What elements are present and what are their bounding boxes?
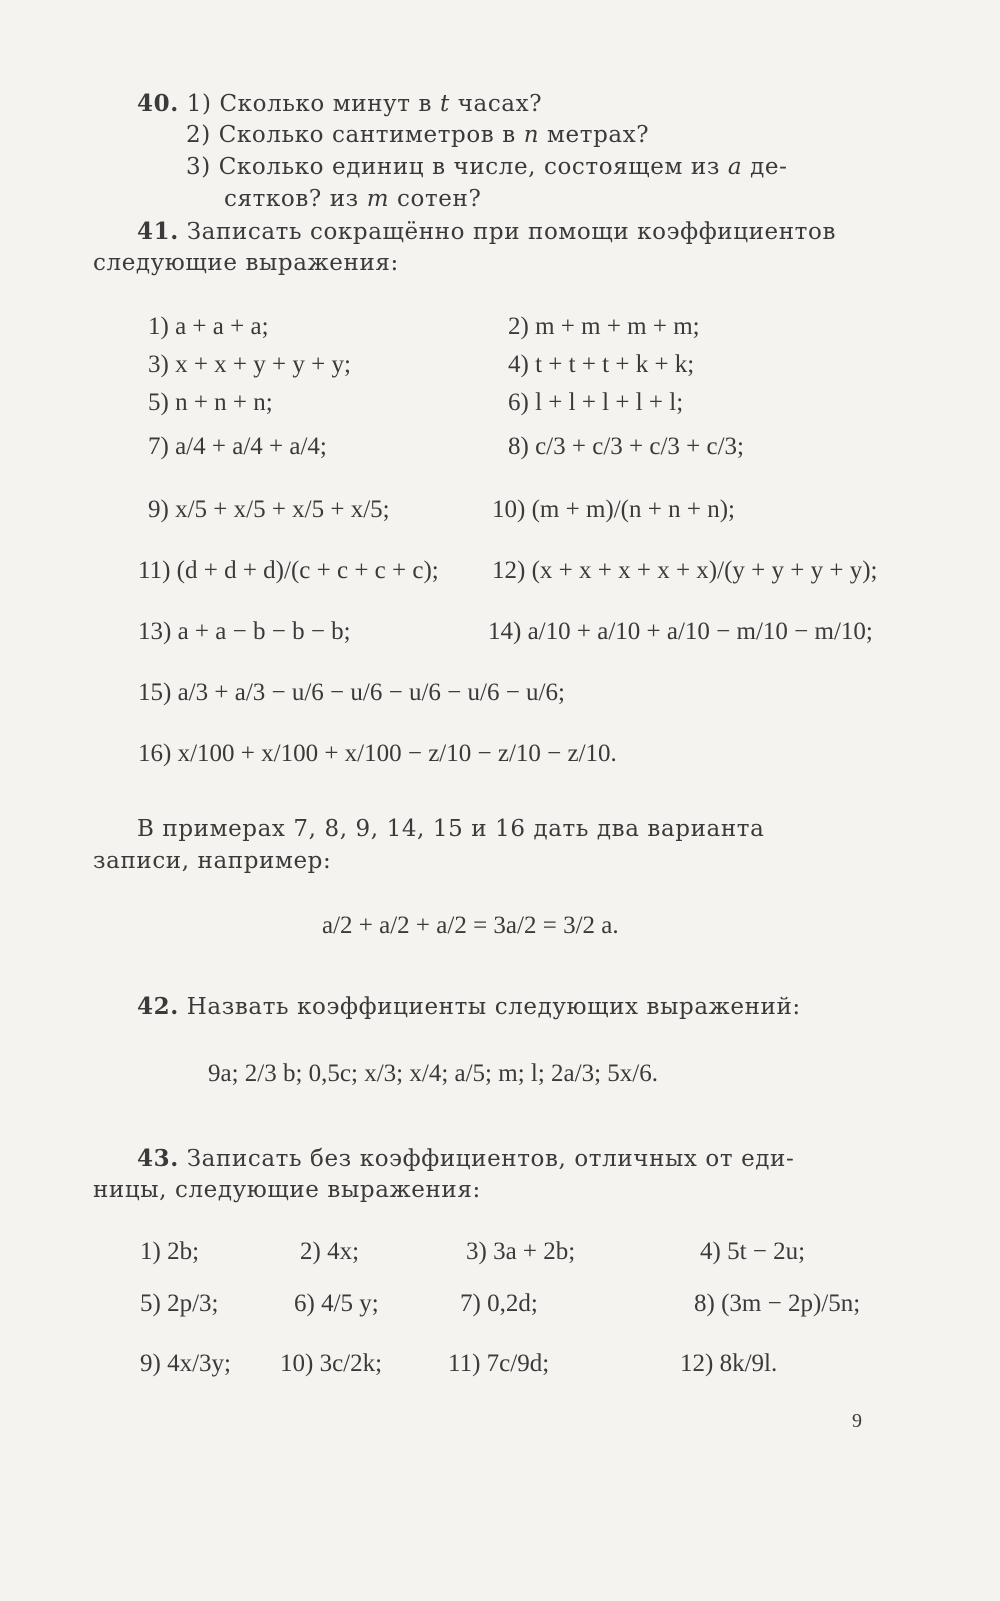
ex43-item-7 bbox=[460, 1290, 538, 1318]
ex41-item-7 bbox=[148, 433, 327, 461]
ex41-text1: Записать сокращённо при помощи коэффициентов bbox=[186, 219, 837, 245]
ex41-item-14-label: 14) bbox=[488, 618, 522, 645]
ex41-item-9-label: 9) bbox=[148, 496, 169, 523]
ex43-item-12-label: 12) bbox=[680, 1350, 714, 1377]
ex41-item-3-expr: x + x + y + y + y; bbox=[175, 351, 351, 378]
ex41-item-3-label: 3) bbox=[148, 351, 169, 378]
ex43-item-1-label: 1) bbox=[140, 1238, 161, 1265]
ex41-item-13 bbox=[138, 618, 351, 646]
ex41-item-1 bbox=[148, 313, 269, 341]
ex43-item-7-expr: 0,2d; bbox=[487, 1290, 538, 1317]
ex40-2-tail: метрах? bbox=[539, 122, 650, 148]
ex41-item-10-expr: (m + m)/(n + n + n); bbox=[531, 496, 735, 523]
ex40-4-tail: сотен? bbox=[389, 186, 482, 212]
ex41-item-15-label: 15) bbox=[138, 679, 172, 706]
ex43-item-7-label: 7) bbox=[460, 1290, 481, 1317]
ex41-example: a/2 + a/2 + a/2 = 3a/2 = 3/2 a. bbox=[322, 912, 619, 939]
ex43-item-8-label: 8) bbox=[694, 1290, 715, 1317]
ex43-item-3-label: 3) bbox=[466, 1238, 487, 1265]
ex41-item-2 bbox=[508, 313, 700, 341]
ex41-item-1-expr: a + a + a; bbox=[175, 313, 269, 340]
ex43-item-11-expr: 7c/9d; bbox=[486, 1350, 550, 1377]
ex41-item-10-label: 10) bbox=[492, 496, 526, 523]
ex43-item-6-label: 6) bbox=[294, 1290, 315, 1317]
ex41-item-14 bbox=[488, 618, 873, 646]
ex41-item-13-expr: a + a − b − b − b; bbox=[177, 618, 351, 645]
ex43-item-4-label: 4) bbox=[700, 1238, 721, 1265]
ex43-item-2-expr: 4x; bbox=[327, 1238, 360, 1265]
ex43-item-9-label: 9) bbox=[140, 1350, 161, 1377]
ex43-item-9-expr: 4x/3y; bbox=[167, 1350, 231, 1377]
ex43-text1: Записать без коэффициентов, отличных от еди- bbox=[186, 1146, 795, 1172]
ex41-item-7-expr: a/4 + a/4 + a/4; bbox=[175, 433, 327, 460]
ex41-item-2-expr: m + m + m + m; bbox=[535, 313, 700, 340]
ex43-item-5-label: 5) bbox=[140, 1290, 161, 1317]
ex40-line1 bbox=[137, 90, 542, 117]
ex43-item-4 bbox=[700, 1238, 805, 1266]
ex43-line2: ницы, следующие выражения: bbox=[93, 1177, 481, 1203]
ex40-3-text: Сколько единиц в числе, состоящем из bbox=[218, 154, 728, 180]
ex41-item-11-expr: (d + d + d)/(c + c + c + c); bbox=[176, 557, 439, 584]
ex40-line4 bbox=[224, 186, 481, 212]
ex43-item-8-expr: (3m − 2p)/5n; bbox=[721, 1290, 861, 1317]
ex41-item-5-expr: n + n + n; bbox=[175, 389, 273, 416]
ex41-item-12-expr: (x + x + x + x + x)/(y + y + y + y); bbox=[531, 557, 878, 584]
ex41-item-16-expr: x/100 + x/100 + x/100 − z/10 − z/10 − z/10. bbox=[177, 740, 617, 767]
ex43-item-10 bbox=[280, 1350, 382, 1378]
ex41-item-11-label: 11) bbox=[138, 557, 171, 584]
ex43-item-10-expr: 3c/2k; bbox=[319, 1350, 383, 1377]
ex41-item-8-expr: c/3 + c/3 + c/3 + c/3; bbox=[535, 433, 744, 460]
ex40-1-label: 1) bbox=[186, 91, 212, 117]
ex41-item-2-label: 2) bbox=[508, 313, 529, 340]
ex41-number: 41. bbox=[137, 218, 179, 245]
ex43-item-4-expr: 5t − 2u; bbox=[727, 1238, 806, 1265]
ex43-item-2 bbox=[300, 1238, 359, 1266]
ex41-item-14-expr: a/10 + a/10 + a/10 − m/10 − m/10; bbox=[527, 618, 873, 645]
ex41-item-4-expr: t + t + t + k + k; bbox=[535, 351, 695, 378]
ex41-line1 bbox=[137, 218, 836, 245]
ex41-item-5-label: 5) bbox=[148, 389, 169, 416]
ex41-item-9 bbox=[148, 496, 390, 524]
page-number: 9 bbox=[852, 1410, 862, 1432]
ex41-item-1-label: 1) bbox=[148, 313, 169, 340]
ex40-line2 bbox=[186, 122, 649, 148]
ex40-1-text: Сколько минут в bbox=[219, 91, 440, 117]
ex41-item-8 bbox=[508, 433, 744, 461]
ex41-item-12 bbox=[492, 557, 877, 585]
ex40-4-text: сятков? из bbox=[224, 186, 367, 212]
ex40-3-tail: де- bbox=[742, 154, 788, 180]
ex41-item-9-expr: x/5 + x/5 + x/5 + x/5; bbox=[175, 496, 390, 523]
ex41-item-16 bbox=[138, 740, 617, 768]
ex41-item-11 bbox=[138, 557, 439, 585]
ex43-item-9 bbox=[140, 1350, 231, 1378]
ex40-1-tail: часах? bbox=[449, 91, 543, 117]
ex40-3-label: 3) bbox=[186, 154, 211, 180]
ex40-2-label: 2) bbox=[186, 122, 211, 148]
ex41-note-line2: записи, например: bbox=[93, 848, 332, 874]
ex40-number: 40. bbox=[137, 90, 179, 117]
ex41-item-6-label: 6) bbox=[508, 389, 529, 416]
ex43-item-6-expr: 4/5 y; bbox=[321, 1290, 379, 1317]
ex40-1-var: t bbox=[439, 91, 450, 117]
ex43-number: 43. bbox=[137, 1145, 179, 1172]
ex41-item-3 bbox=[148, 351, 351, 379]
ex41-item-4-label: 4) bbox=[508, 351, 529, 378]
ex43-item-12 bbox=[680, 1350, 777, 1378]
ex43-item-1 bbox=[140, 1238, 199, 1266]
ex42-text: Назвать коэффициенты следующих выражений: bbox=[186, 994, 801, 1020]
ex41-item-7-label: 7) bbox=[148, 433, 169, 460]
ex43-item-10-label: 10) bbox=[280, 1350, 314, 1377]
ex43-item-2-label: 2) bbox=[300, 1238, 321, 1265]
ex40-2-text: Сколько сантиметров в bbox=[218, 122, 524, 148]
ex41-note-line1: В примерах 7, 8, 9, 14, 15 и 16 дать два варианта bbox=[137, 816, 765, 842]
ex41-item-8-label: 8) bbox=[508, 433, 529, 460]
ex43-item-5-expr: 2p/3; bbox=[167, 1290, 219, 1317]
ex41-item-12-label: 12) bbox=[492, 557, 526, 584]
ex43-item-8 bbox=[694, 1290, 860, 1318]
ex43-item-12-expr: 8k/9l. bbox=[719, 1350, 778, 1377]
ex41-item-16-label: 16) bbox=[138, 740, 172, 767]
ex43-item-6 bbox=[294, 1290, 379, 1318]
ex41-item-15 bbox=[138, 679, 565, 707]
ex40-3-var: a bbox=[727, 154, 743, 180]
ex43-item-3-expr: 3a + 2b; bbox=[493, 1238, 576, 1265]
ex43-item-3 bbox=[466, 1238, 575, 1266]
ex41-item-5 bbox=[148, 389, 273, 417]
ex43-item-11-label: 11) bbox=[448, 1350, 481, 1377]
ex41-item-4 bbox=[508, 351, 694, 379]
ex41-item-10 bbox=[492, 496, 735, 524]
ex43-item-11 bbox=[448, 1350, 549, 1378]
ex42-line bbox=[137, 993, 801, 1020]
ex41-item-15-expr: a/3 + a/3 − u/6 − u/6 − u/6 − u/6 − u/6; bbox=[177, 679, 565, 706]
ex41-item-6 bbox=[508, 389, 683, 417]
ex41-item-6-expr: l + l + l + l + l; bbox=[535, 389, 684, 416]
ex42-expr: 9a; 2/3 b; 0,5c; x/3; x/4; a/5; m; l; 2a/3; 5x/6. bbox=[208, 1060, 658, 1087]
ex40-4-var: m bbox=[366, 186, 390, 212]
ex42-number: 42. bbox=[137, 993, 179, 1020]
ex43-item-1-expr: 2b; bbox=[167, 1238, 200, 1265]
ex41-line2: следующие выражения: bbox=[93, 250, 399, 276]
ex40-2-var: n bbox=[523, 122, 540, 148]
ex43-item-5 bbox=[140, 1290, 218, 1318]
ex40-line3 bbox=[186, 154, 787, 180]
ex41-item-13-label: 13) bbox=[138, 618, 172, 645]
ex43-line1 bbox=[137, 1145, 794, 1172]
